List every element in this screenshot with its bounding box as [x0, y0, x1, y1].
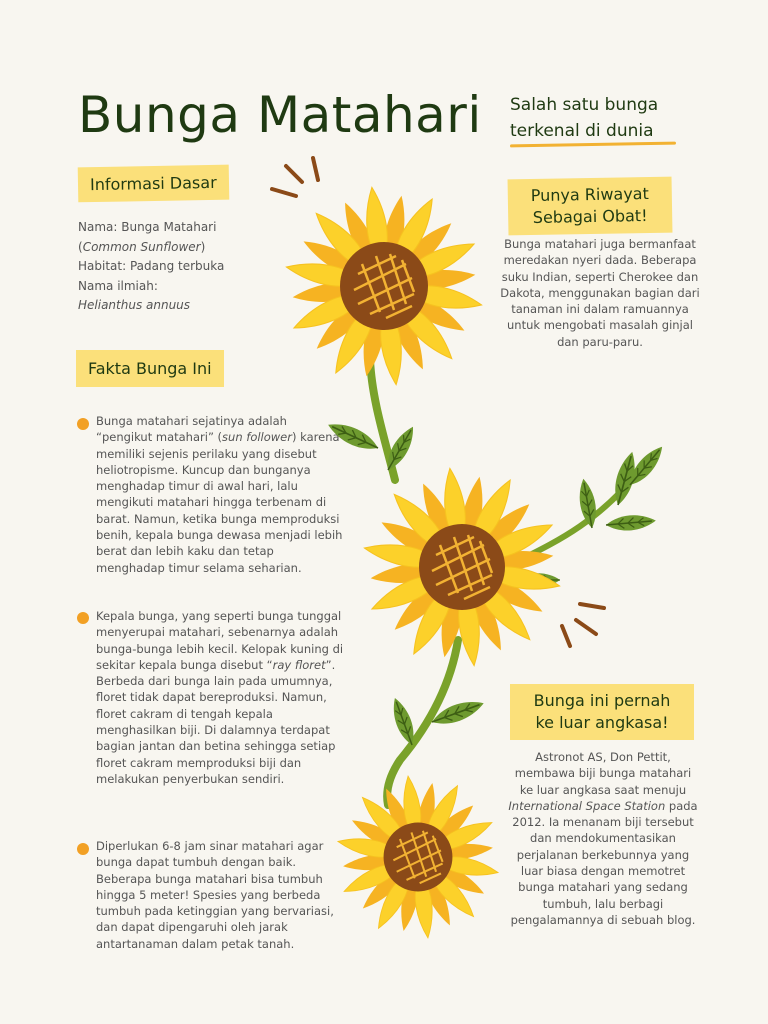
sunflower-3-icon: [336, 775, 499, 939]
info-scientific-name: Helianthus annuus: [78, 298, 191, 312]
info-name-english-text: Common Sunflower: [82, 239, 201, 254]
leaf-icon: [576, 477, 599, 529]
space-body: Astronot AS, Don Pettit, membawa biji bunga matahari ke luar angkasa saat menuju International Space Station pada 2012. Ia menanam biji tersebut dan mendokumentasikan perjalanan berkebunnya yang luar biasa dengan memotret bunga matahari yang sedang tumbuh, lalu berbagi pengalamannya di sebuah blog.: [508, 750, 698, 927]
fact-1: Bunga matahari sejatinya adalah “pengikut matahari” (sun follower) karena memiliki sejenis perilaku yang disebut heliotropisme. Kuncup dan bunganya menghadap timur di awal hari, lalu mengikuti matahari hingga terbenam di barat. Namun, ketika bunga memproduksi benih, kepala bunga dewasa menjadi lebih berat dan lebih kaku dan tetap menghadap timur selama seharian.: [96, 414, 343, 575]
info-scientific-label: Nama ilmiah:: [78, 278, 158, 293]
tagline-line-1: Salah satu bunga: [510, 95, 659, 115]
info-heading: Informasi Dasar: [78, 165, 229, 203]
tagline-line-2: terkenal di dunia: [510, 121, 654, 141]
leaf-icon: [325, 417, 382, 455]
leaf-icon: [605, 513, 656, 532]
page-title: Bunga Matahari: [78, 86, 482, 144]
sunflower-2-icon: [363, 467, 562, 667]
info-habitat: Habitat: Padang terbuka: [78, 259, 225, 273]
medicine-heading: Punya Riwayat Sebagai Obat!: [508, 177, 673, 236]
info-name-english: (Common Sunflower): [78, 239, 206, 254]
facts-heading: Fakta Bunga Ini: [76, 350, 224, 387]
info-name: Nama: Bunga Matahari: [78, 220, 217, 234]
space-heading: Bunga ini pernah ke luar angkasa!: [510, 684, 694, 740]
sunflower-1-icon: [285, 186, 484, 386]
fact-2: Kepala bunga, yang seperti bunga tunggal menyerupai matahari, sebenarnya adalah bunga-bunga lebih kecil. Kelopak kuning di sekitar kepala bunga disebut “ray floret”. Berbeda dari bunga lain pada umumnya, floret tidak dapat bereproduksi. Namun, floret cakram di tengah kepala menghasilkan biji. Di dalamnya terdapat bagian jantan dan betina sehingga setiap floret cakram memproduksi biji dan melakukan penyerbukan sendiri.: [96, 609, 344, 786]
fact-3: Diperlukan 6-8 jam sinar matahari agar bunga dapat tumbuh dengan baik. Beberapa bunga matahari bisa tumbuh hingga 5 meter! Spesies yang berbeda tumbuh pada ketinggian yang bervariasi, dan dapat dipengaruhi oleh jarak antartanaman dalam petak tanah.: [96, 839, 334, 951]
medicine-body: Bunga matahari juga bermanfaat meredakan nyeri dada. Beberapa suku Indian, seperti Cherokee dan Dakota, menggunakan bagian dari tanaman ini dalam ramuannya untuk mengobati masalah ginjal dan paru-paru.: [500, 237, 700, 349]
